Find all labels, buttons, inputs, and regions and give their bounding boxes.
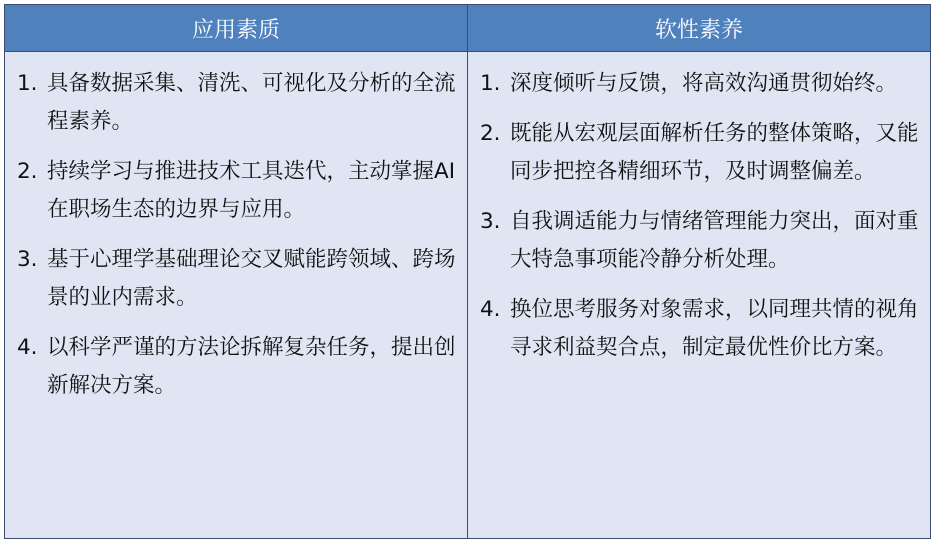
item-text: 具备数据采集、清洗、可视化及分析的全流程素养。 [47,71,456,134]
header-applied-qualities: 应用素质 [5,5,468,52]
applied-qualities-cell [5,52,468,538]
item-number: 1. [480,71,501,96]
item-number: 2. [17,159,38,184]
item-text: 以科学严谨的方法论拆解复杂任务，提出创新解决方案。 [47,335,456,398]
item-text: 换位思考服务对象需求，以同理共情的视角寻求利益契合点，制定最优性价比方案。 [510,297,919,360]
item-number: 3. [480,209,501,234]
item-number: 1. [17,71,38,96]
item-text: 既能从宏观层面解析任务的整体策略，又能同步把控各精细环节，及时调整偏差。 [510,121,919,184]
list-item [17,241,457,317]
soft-skills-list [480,65,920,367]
item-number: 4. [480,297,501,322]
item-text: 基于心理学基础理论交叉赋能跨领域、跨场景的业内需求。 [47,247,456,310]
list-item [17,65,457,141]
list-item [480,115,920,191]
list-item [480,203,920,279]
applied-qualities-list [17,65,457,405]
qualities-table [4,4,931,539]
header-soft-skills: 软性素养 [468,5,930,52]
list-item [17,329,457,405]
list-item [480,291,920,367]
item-number: 2. [480,121,501,146]
item-number: 4. [17,335,38,360]
list-item [17,153,457,229]
item-text: 自我调适能力与情绪管理能力突出，面对重大特急事项能冷静分析处理。 [510,209,919,272]
soft-skills-cell [468,52,930,538]
list-item [480,65,920,103]
item-text: 深度倾听与反馈，将高效沟通贯彻始终。 [510,71,898,96]
item-text: 持续学习与推进技术工具迭代，主动掌握AI在职场生态的边界与应用。 [47,159,456,222]
item-number: 3. [17,247,38,272]
